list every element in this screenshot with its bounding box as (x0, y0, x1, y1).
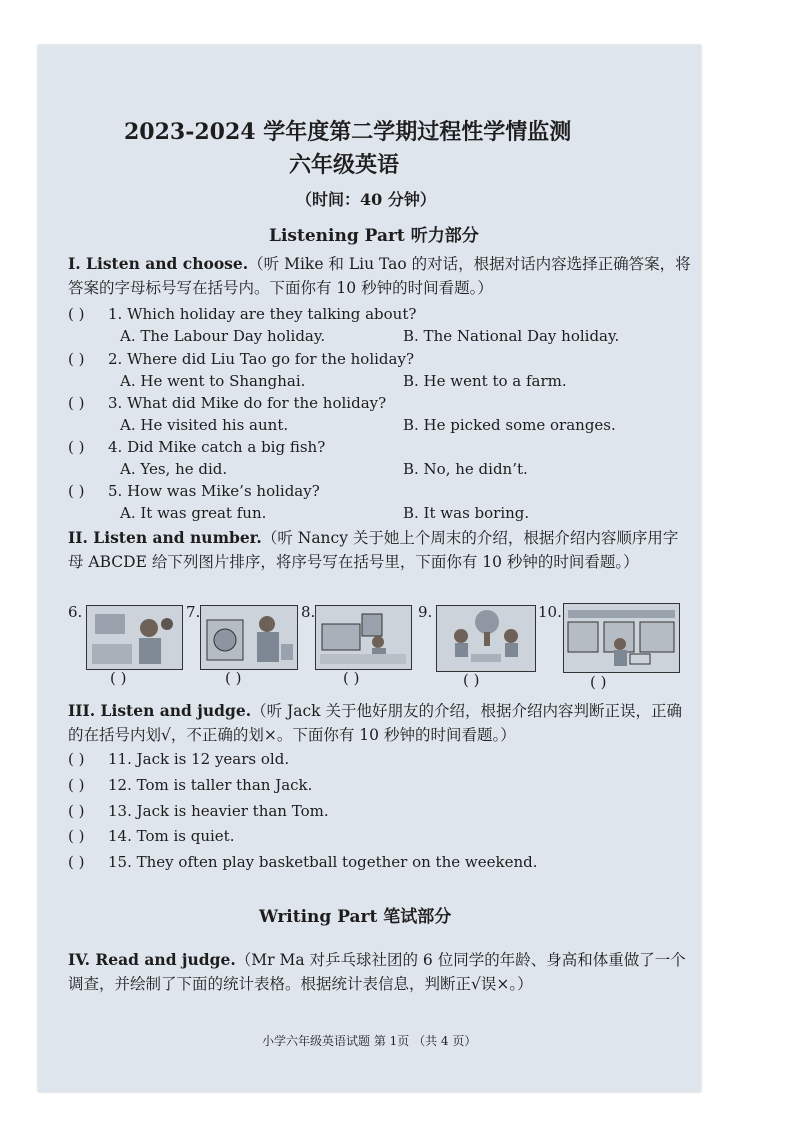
exam-time: （时间：40 分钟） (296, 190, 436, 209)
answer-paren-7[interactable]: ( ) (225, 669, 242, 687)
question-5: 5. How was Mike’s holiday? (108, 482, 320, 500)
question-1: 1. Which holiday are they talking about? (108, 305, 417, 323)
answer-paren-1[interactable]: ( ) (68, 305, 85, 323)
question-4: 4. Did Mike catch a big fish? (108, 438, 326, 456)
option-2a: A. He went to Shanghai. (120, 372, 306, 390)
answer-paren-14[interactable]: ( ) (68, 827, 85, 845)
picture-number-7: 7. (186, 603, 201, 621)
question-11: 11. Jack is 12 years old. (108, 750, 290, 768)
section-4-instruction: IV. Read and judge.（Mr Ma 对乒乓球社团的 6 位同学的年龄、身高和体重做了一个调查，并绘制了下面的统计表格。根据统计表信息，判断正√误×。） (68, 950, 686, 993)
answer-paren-12[interactable]: ( ) (68, 776, 85, 794)
option-1a: A. The Labour Day holiday. (120, 327, 326, 345)
exam-paper (38, 45, 701, 1092)
page-title: 2023-2024 学年度第二学期过程性学情监测 (124, 119, 572, 145)
question-2: 2. Where did Liu Tao go for the holiday? (108, 350, 414, 368)
page-subtitle: 六年级英语 (289, 152, 400, 178)
answer-paren-5[interactable]: ( ) (68, 482, 85, 500)
writing-part-title: Writing Part 笔试部分 (259, 907, 452, 927)
page-footer: 小学六年级英语试题 第 1页 （共 4 页） (262, 1034, 477, 1048)
answer-paren-3[interactable]: ( ) (68, 394, 85, 412)
answer-paren-10[interactable]: ( ) (590, 673, 607, 691)
option-4b: B. No, he didn’t. (403, 460, 528, 478)
question-14: 14. Tom is quiet. (108, 827, 235, 845)
section-2-instruction: II. Listen and number.（听 Nancy 关于她上个周末的介绍，根据介绍内容顺序用字母 ABCDE 给下列图片排序，将序号写在括号里，下面你有 10 秒钟的时间看题。） (68, 528, 679, 571)
picture-10-supermarket (563, 603, 680, 673)
answer-paren-11[interactable]: ( ) (68, 750, 85, 768)
picture-number-8: 8. (301, 603, 316, 621)
answer-paren-9[interactable]: ( ) (463, 671, 480, 689)
picture-number-10: 10. (538, 603, 562, 621)
option-3a: A. He visited his aunt. (120, 416, 289, 434)
picture-9-picnic (436, 605, 536, 672)
picture-number-9: 9. (418, 603, 433, 621)
question-3: 3. What did Mike do for the holiday? (108, 394, 387, 412)
answer-paren-13[interactable]: ( ) (68, 802, 85, 820)
answer-paren-15[interactable]: ( ) (68, 853, 85, 871)
option-2b: B. He went to a farm. (403, 372, 567, 390)
question-13: 13. Jack is heavier than Tom. (108, 802, 329, 820)
option-4a: A. Yes, he did. (120, 460, 228, 478)
section-1-instruction: I. Listen and choose.（听 Mike 和 Liu Tao 的对话，根据对话内容选择正确答案，将答案的字母标号写在括号内。下面你有 10 秒钟的时间看题。） (68, 254, 691, 297)
answer-paren-4[interactable]: ( ) (68, 438, 85, 456)
option-5b: B. It was boring. (403, 504, 530, 522)
picture-7-washing-machine (200, 605, 298, 670)
answer-paren-8[interactable]: ( ) (343, 669, 360, 687)
picture-6-family-room (86, 605, 183, 670)
answer-paren-2[interactable]: ( ) (68, 350, 85, 368)
option-3b: B. He picked some oranges. (403, 416, 616, 434)
picture-8-bedroom (315, 605, 412, 670)
option-5a: A. It was great fun. (120, 504, 267, 522)
question-15: 15. They often play basketball together on the weekend. (108, 853, 538, 871)
picture-number-6: 6. (68, 603, 83, 621)
answer-paren-6[interactable]: ( ) (110, 669, 127, 687)
section-3-instruction: III. Listen and judge.（听 Jack 关于他好朋友的介绍，根据介绍内容判断正误，正确的在括号内划√，不正确的划×。下面你有 10 秒钟的时间看题。） (68, 701, 682, 744)
question-12: 12. Tom is taller than Jack. (108, 776, 313, 794)
option-1b: B. The National Day holiday. (403, 327, 620, 345)
listening-part-title: Listening Part 听力部分 (269, 226, 479, 246)
